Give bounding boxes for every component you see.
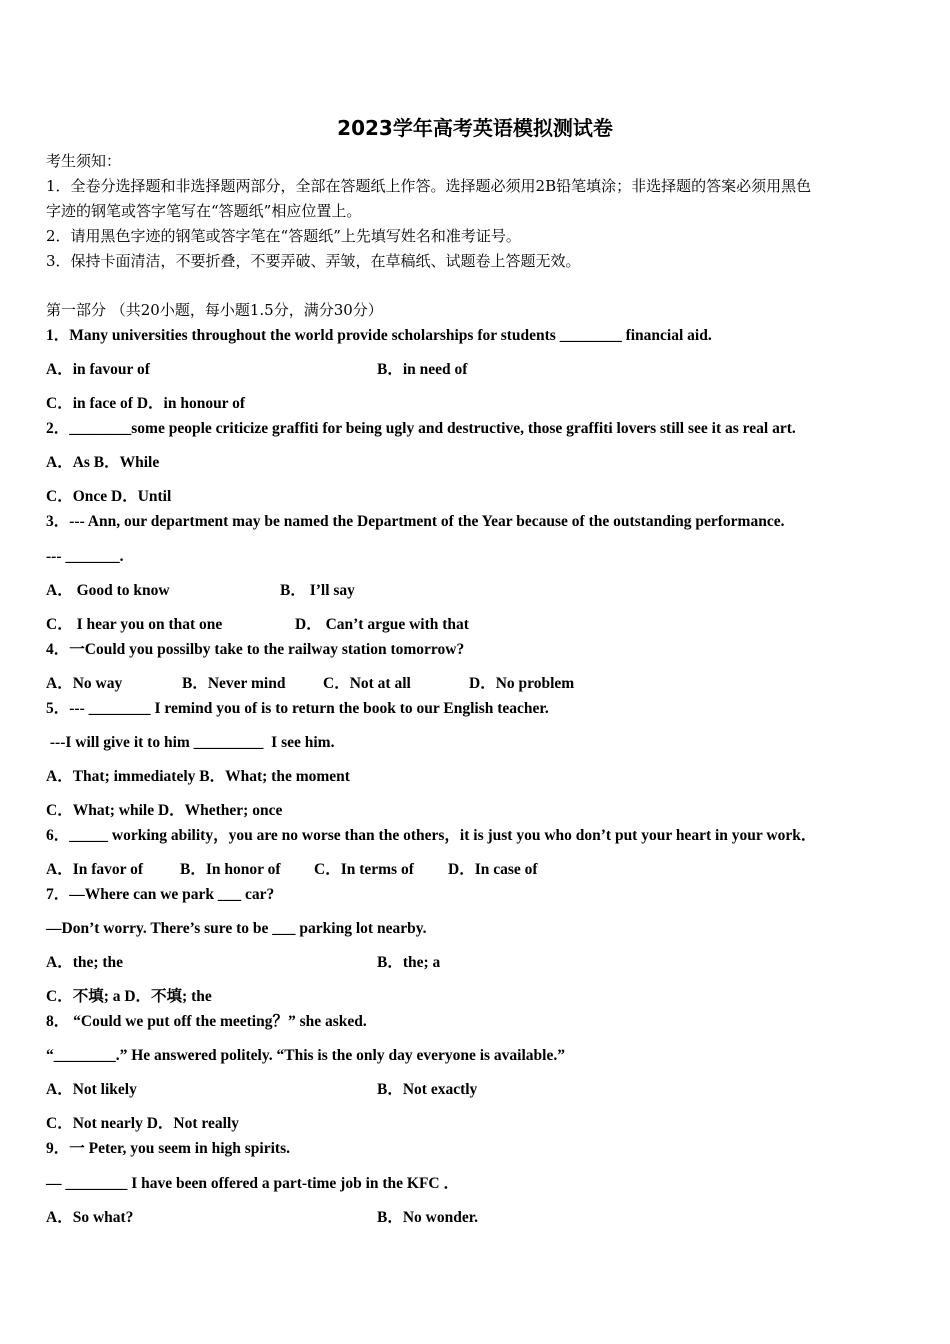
question-stem: 6．_____ working ability，you are no worse than the others，it is just you who don’t put your heart in your work． — [46, 827, 817, 844]
page-title: 2023学年高考英语模拟测试卷 — [337, 116, 613, 140]
option-a[interactable]: A． Good to know — [46, 582, 170, 599]
option-a[interactable]: A．Not likely — [46, 1081, 137, 1098]
options-c-d[interactable]: C．in face of D．in honour of — [46, 395, 246, 412]
option-d[interactable]: D． Can’t argue with that — [295, 616, 469, 633]
notice-heading: 考生须知： — [46, 152, 122, 170]
option-c[interactable]: C．Not at all — [323, 675, 411, 692]
question-stem: 1．Many universities throughout the world provide scholarships for students ________ financial aid. — [46, 327, 712, 344]
options-c-d[interactable]: C．不填; a D．不填; the — [46, 988, 212, 1005]
option-b[interactable]: B．Never mind — [182, 675, 286, 692]
question-stem: 8． “Could we put off the meeting？” she asked. — [46, 1013, 367, 1030]
options-a-b[interactable]: A．As B．While — [46, 454, 160, 471]
part-heading: 第一部分 （共20小题，每小题1.5分，满分30分） — [46, 301, 383, 319]
options-a-b[interactable]: A．That; immediately B．What; the moment — [46, 768, 350, 785]
notice-line-2: 2．请用黑色字迹的钢笔或答字笔在“答题纸”上先填写姓名和准考证号。 — [46, 227, 521, 245]
question-stem: 2．________some people criticize graffiti for being ugly and destructive, those graffiti lovers still see it as real art. — [46, 420, 796, 437]
option-d[interactable]: D．In case of — [448, 861, 538, 878]
option-a[interactable]: A．So what? — [46, 1209, 134, 1226]
question-stem: 9．一 Peter, you seem in high spirits. — [46, 1140, 290, 1157]
option-c[interactable]: C．In terms of — [314, 861, 414, 878]
notice-line-1b: 字迹的钢笔或答字笔写在“答题纸”相应位置上。 — [46, 202, 362, 220]
option-b[interactable]: B．in need of — [377, 361, 468, 378]
notice-line-3: 3．保持卡面清洁，不要折叠，不要弄破、弄皱，在草稿纸、试题卷上答题无效。 — [46, 252, 581, 270]
option-b[interactable]: B．Not exactly — [377, 1081, 478, 1098]
option-a[interactable]: A．No way — [46, 675, 123, 692]
dialogue-reply: —Don’t worry. There’s sure to be ___ parking lot nearby. — [46, 920, 427, 937]
options-c-d[interactable]: C．Once D．Until — [46, 488, 172, 505]
option-b[interactable]: B．No wonder. — [377, 1209, 479, 1226]
question-stem: 7．—Where can we park ___ car? — [46, 886, 275, 903]
option-a[interactable]: A．in favour of — [46, 361, 150, 378]
dialogue-reply: — ________ I have been offered a part-time job in the KFC ． — [46, 1175, 460, 1192]
question-stem: 5．--- ________ I remind you of is to return the book to our English teacher. — [46, 700, 549, 717]
options-c-d[interactable]: C．Not nearly D．Not really — [46, 1115, 240, 1132]
dialogue-reply: “________.” He answered politely. “This is the only day everyone is available.” — [46, 1047, 565, 1064]
option-a[interactable]: A．In favor of — [46, 861, 144, 878]
option-c[interactable]: C． I hear you on that one — [46, 616, 223, 633]
question-stem: 4．一Could you possilby take to the railway station tomorrow? — [46, 641, 465, 658]
notice-line-1a: 1．全卷分选择题和非选择题两部分，全部在答题纸上作答。选择题必须用2B铅笔填涂；非选择题的答案必须用黑色 — [46, 177, 812, 195]
option-b[interactable]: B． I’ll say — [280, 582, 355, 599]
dialogue-reply: --- _______. — [46, 548, 124, 565]
options-c-d[interactable]: C．What; while D．Whether; once — [46, 802, 283, 819]
dialogue-reply: ---I will give it to him _________ I see him. — [46, 734, 335, 751]
question-stem: 3．--- Ann, our department may be named the Department of the Year because of the outstanding performance. — [46, 513, 785, 530]
option-b[interactable]: B．In honor of — [180, 861, 281, 878]
option-d[interactable]: D．No problem — [469, 675, 575, 692]
option-b[interactable]: B．the; a — [377, 954, 441, 971]
option-a[interactable]: A．the; the — [46, 954, 124, 971]
